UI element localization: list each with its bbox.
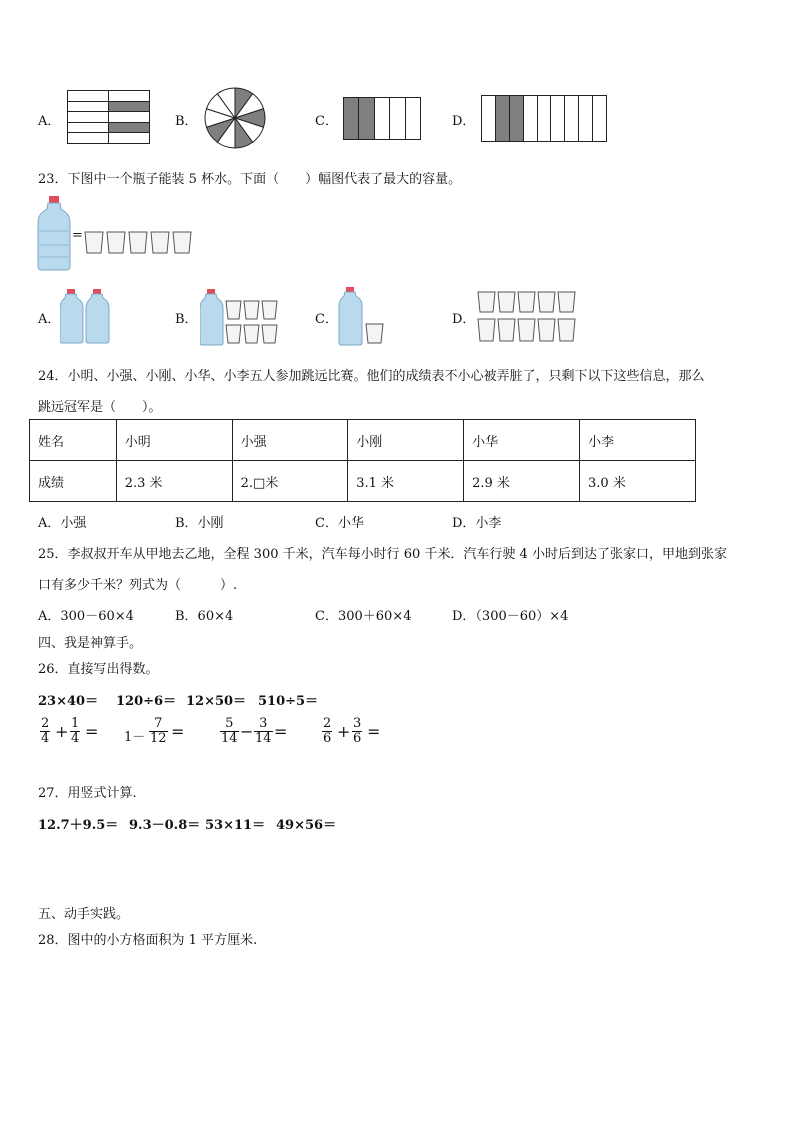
q26-item: 23×40＝ <box>38 694 99 709</box>
equals-sign: = <box>171 722 185 741</box>
q22-option-a-figure <box>67 90 150 144</box>
q22-option-b-pie <box>203 86 267 150</box>
q25-choice-a: A．300－60×4 <box>38 609 134 624</box>
q24-choice-d: D．小李 <box>452 516 502 531</box>
section-heading-4: 四、我是神算手。 <box>38 636 143 651</box>
q23-option-d-label: D． <box>452 312 476 327</box>
q24-choice-a: A．小强 <box>38 516 87 531</box>
q22-option-d-figure <box>481 95 607 142</box>
q25-question-line1: 25．李叔叔开车从甲地去乙地，全程 300 千米，汽车每小时行 60 千米．汽车行驶 4 小时后到达了张家口，甲地到张家 <box>38 547 727 562</box>
q26-question: 26．直接写出得数。 <box>38 662 159 677</box>
q25-choice-c: C．300＋60×4 <box>315 609 412 624</box>
minus-sign: − <box>240 722 254 741</box>
score-table <box>29 419 696 502</box>
fraction: 3 14 <box>255 716 272 746</box>
table-cell: 小华 <box>464 420 580 461</box>
q24-choice-c: C．小华 <box>315 516 364 531</box>
table-cell: 姓名 <box>30 420 117 461</box>
q23-question: 23．下图中一个瓶子能装 5 杯水。下面（ ）幅图代表了最大的容量。 <box>38 172 462 187</box>
fraction: 7 12 <box>150 716 167 746</box>
table-cell: 3.0 米 <box>580 461 696 502</box>
cup-icon <box>84 229 192 255</box>
table-row <box>30 461 696 502</box>
table-cell: 2.3 米 <box>116 461 232 502</box>
equals-sign: = <box>367 722 381 741</box>
q27-item: 49×56＝ <box>276 818 337 833</box>
q26-item: 12×50＝ <box>186 694 247 709</box>
equals-sign: = <box>85 722 99 741</box>
equals-sign: = <box>72 228 83 243</box>
q26-item: 120÷6＝ <box>116 694 177 709</box>
q23-option-c-label: C． <box>315 312 338 327</box>
plus-sign: + <box>337 722 351 741</box>
q22-option-a-label: A． <box>38 114 61 129</box>
q24-question-line2: 跳远冠军是（ ）。 <box>38 400 162 415</box>
q24-choice-b: B．小刚 <box>175 516 224 531</box>
q27-item: 53×11＝ <box>205 818 266 833</box>
q27-item: 12.7＋9.5＝ <box>38 818 119 833</box>
q23-option-a-label: A． <box>38 312 61 327</box>
table-cell: 小李 <box>580 420 696 461</box>
fraction: 3 6 <box>353 716 362 746</box>
q23-option-b-label: B． <box>175 312 198 327</box>
table-cell: 小强 <box>232 420 348 461</box>
q22-option-c-figure <box>343 97 421 140</box>
q22-option-c-label: C． <box>315 114 338 129</box>
q25-choice-d: D．（300－60）×4 <box>452 609 569 624</box>
q27-question: 27．用竖式计算. <box>38 786 137 801</box>
fraction: 5 14 <box>221 716 238 746</box>
q22-option-b-label: B． <box>175 114 198 129</box>
bottle-icon <box>37 195 71 271</box>
section-heading-5: 五、动手实践。 <box>38 907 130 922</box>
one-minus: 1－ <box>124 730 146 745</box>
equals-sign: = <box>274 722 288 741</box>
table-cell: 小刚 <box>348 420 464 461</box>
table-cell: 3.1 米 <box>348 461 464 502</box>
q24-question-line1: 24．小明、小强、小刚、小华、小李五人参加跳远比赛。他们的成绩表不小心被弄脏了，只剩下以下这些信息，那么 <box>38 369 705 384</box>
fraction: 1 4 <box>71 716 80 746</box>
fraction: 2 4 <box>41 716 50 746</box>
q23-option-c-bottle-cup <box>338 286 386 346</box>
q25-choice-b: B．60×4 <box>175 609 234 624</box>
fraction: 2 6 <box>323 716 332 746</box>
q25-question-line2: 口有多少千米？列式为（ ）. <box>38 578 238 593</box>
table-row <box>30 420 696 461</box>
table-cell: 小明 <box>116 420 232 461</box>
cups-row-reference <box>84 229 192 255</box>
q23-option-a-bottles <box>60 288 110 344</box>
q27-item: 9.3－0.8＝ <box>129 818 201 833</box>
table-cell: 2.9 米 <box>464 461 580 502</box>
q28-question: 28．图中的小方格面积为 1 平方厘米. <box>38 933 258 948</box>
table-cell: 成绩 <box>30 461 117 502</box>
q23-option-b-bottle-cups <box>200 288 280 346</box>
q22-option-d-label: D． <box>452 114 476 129</box>
q23-option-d-cups <box>477 290 577 344</box>
q26-item: 510÷5＝ <box>258 694 319 709</box>
plus-sign: + <box>55 722 69 741</box>
table-cell: 2.□米 <box>232 461 348 502</box>
